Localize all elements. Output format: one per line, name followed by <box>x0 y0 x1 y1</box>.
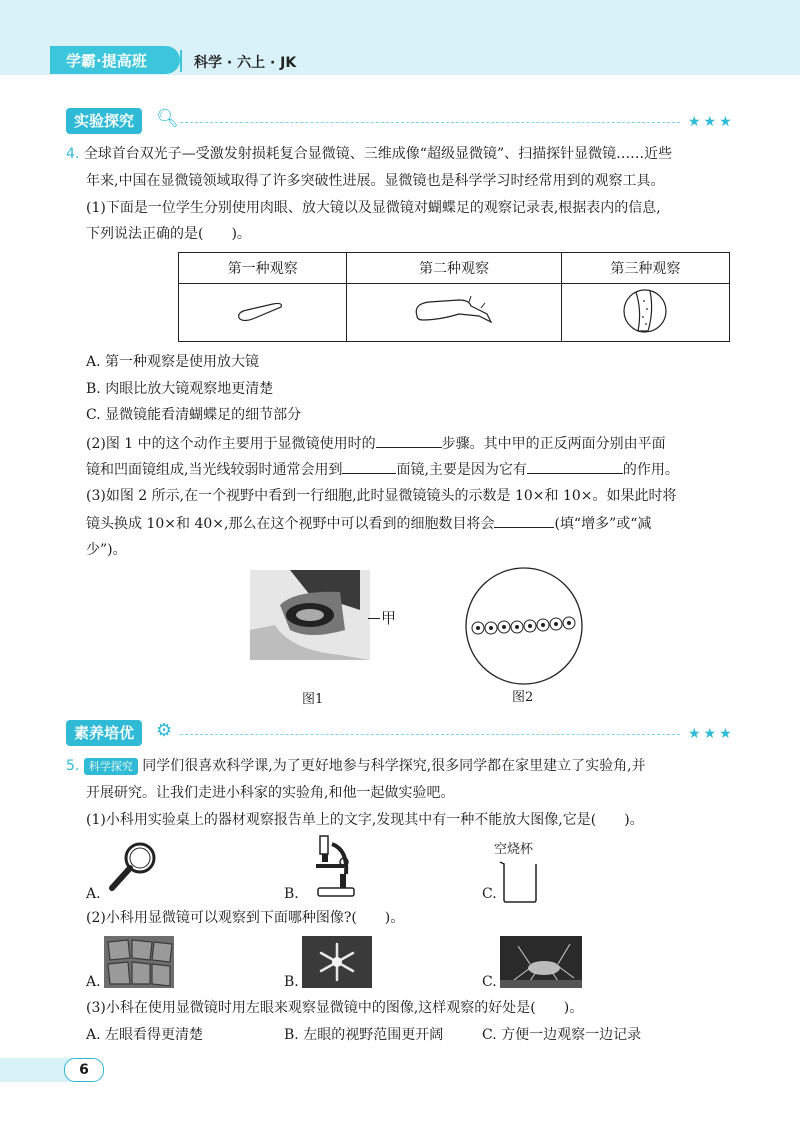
table-header-1: 第一种观察 <box>179 253 347 284</box>
q4-part3-line1: (3)如图 2 所示,在一个视野中看到一行细胞,此时显微镜镜头的示数是 10×和 10×。如果此时将 <box>86 488 677 504</box>
q5-intro-line1: 5. 科学探究 同学们很喜欢科学课,为了更好地参与科学探究,很多同学都在家里建立了实验角,并 <box>66 758 646 774</box>
butterfly-leg-sketch-1 <box>233 296 293 326</box>
cell-tissue-photo <box>104 936 174 988</box>
insect-photo <box>500 936 582 988</box>
q4-part3-line3: 少”)。 <box>86 542 127 558</box>
figure1-pointer-line <box>368 618 380 619</box>
q4-option-a: A. 第一种观察是使用放大镜 <box>86 354 260 370</box>
beaker-icon <box>498 860 540 908</box>
q4-part2-line2: 镜和凹面镜组成,当光线较弱时通常会用到 面镜,主要是因为它有 的作用。 <box>86 459 679 480</box>
q5-p1-option-b-label: B. <box>284 886 299 902</box>
q5-tag: 科学探究 <box>84 758 138 775</box>
observation-magnifier <box>347 284 561 342</box>
magnifying-glass-icon <box>104 838 160 898</box>
q5-p2-option-a-label: A. <box>86 974 101 990</box>
q5-p3-option-a: A. 左眼看得更清楚 <box>86 1027 204 1043</box>
difficulty-stars: ★★★ <box>688 726 735 742</box>
q4-option-c: C. 显微镜能看清蝴蝶足的细节部分 <box>86 407 302 423</box>
observation-microscope <box>561 284 729 342</box>
q5-p2-option-c-label: C. <box>482 974 497 990</box>
observation-naked-eye <box>179 284 347 342</box>
q5-p1-option-c-label: C. <box>482 886 497 902</box>
microscope-icon <box>302 834 358 902</box>
figure1-photo <box>250 570 370 660</box>
q4-part2-line1: (2)图 1 中的这个动作主要用于显微镜使用时的 步骤。其中甲的正反两面分别由平面 <box>86 433 666 454</box>
section-title-experiment: 实验探究 <box>66 108 142 134</box>
answer-blank-mirror[interactable] <box>342 459 396 474</box>
q5-p3-option-b: B. 左眼的视野范围更开阔 <box>284 1027 444 1043</box>
section-title-enrichment: 素养培优 <box>66 720 142 746</box>
q5-part3-question: (3)小科在使用显微镜时用左眼来观察显微镜中的图像,这样观察的好处是( )。 <box>86 1000 584 1016</box>
header-separator <box>180 50 182 72</box>
magnifier-icon: 🔍︎ <box>156 108 179 129</box>
section-divider <box>180 734 680 735</box>
gear-icon: ⚙ <box>156 720 173 741</box>
answer-blank-step[interactable] <box>376 433 442 448</box>
observation-table <box>178 252 730 342</box>
q4-part1-line1: (1)下面是一位学生分别使用肉眼、放大镜以及显微镜对蝴蝶足的观察记录表,根据表内的信息, <box>86 200 661 216</box>
butterfly-leg-sketch-3 <box>620 287 670 335</box>
q5-p2-option-b-label: B. <box>284 974 299 990</box>
snowflake-photo <box>302 936 372 988</box>
butterfly-leg-sketch-2 <box>409 294 499 328</box>
subject-label: 科学 · 六上 · JK <box>194 55 297 71</box>
figure2-field-of-view <box>464 566 584 686</box>
q5-number: 5. <box>66 758 80 774</box>
section-divider <box>180 122 680 123</box>
beaker-label: 空烧杯 <box>494 842 534 857</box>
figure1-caption: 图1 <box>302 692 324 707</box>
page-number: 6 <box>64 1058 104 1082</box>
q4-intro-line1: 4. 全球首台双光子—受激发射损耗复合显微镜、三维成像“超级显微镜”、扫描探针显微镜……近些 <box>66 146 673 162</box>
brand-title: 学霸·提高班 <box>66 52 147 70</box>
figure2-caption: 图2 <box>512 690 534 705</box>
difficulty-stars: ★★★ <box>688 114 735 130</box>
figure1-label-jia: 甲 <box>381 609 397 627</box>
q4-part3-line2: 镜头换成 10×和 40×,那么在这个视野中可以看到的细胞数目将会 (填“增多”或“减 <box>86 513 651 534</box>
table-header-3: 第三种观察 <box>561 253 729 284</box>
answer-blank-cell-count[interactable] <box>494 513 554 528</box>
q5-p3-option-c: C. 方便一边观察一边记录 <box>482 1027 642 1043</box>
table-header-2: 第二种观察 <box>347 253 561 284</box>
q4-option-b: B. 肉眼比放大镜观察地更清楚 <box>86 381 274 397</box>
q5-part1-question: (1)小科用实验桌上的器材观察报告单上的文字,发现其中有一种不能放大图像,它是( )。 <box>86 812 644 828</box>
q5-intro-line2: 开展研究。让我们走进小科家的实验角,和他一起做实验吧。 <box>86 785 455 801</box>
q4-intro-line2: 年来,中国在显微镜领域取得了许多突破性进展。显微镜也是科学学习时经常用到的观察工具。 <box>86 173 665 189</box>
answer-blank-effect[interactable] <box>527 459 623 474</box>
q5-p1-option-a-label: A. <box>86 886 101 902</box>
q4-part1-line2: 下列说法正确的是( )。 <box>86 226 251 242</box>
q4-number: 4. <box>66 146 80 162</box>
q5-part2-question: (2)小科用显微镜可以观察到下面哪种图像?( )。 <box>86 910 405 926</box>
